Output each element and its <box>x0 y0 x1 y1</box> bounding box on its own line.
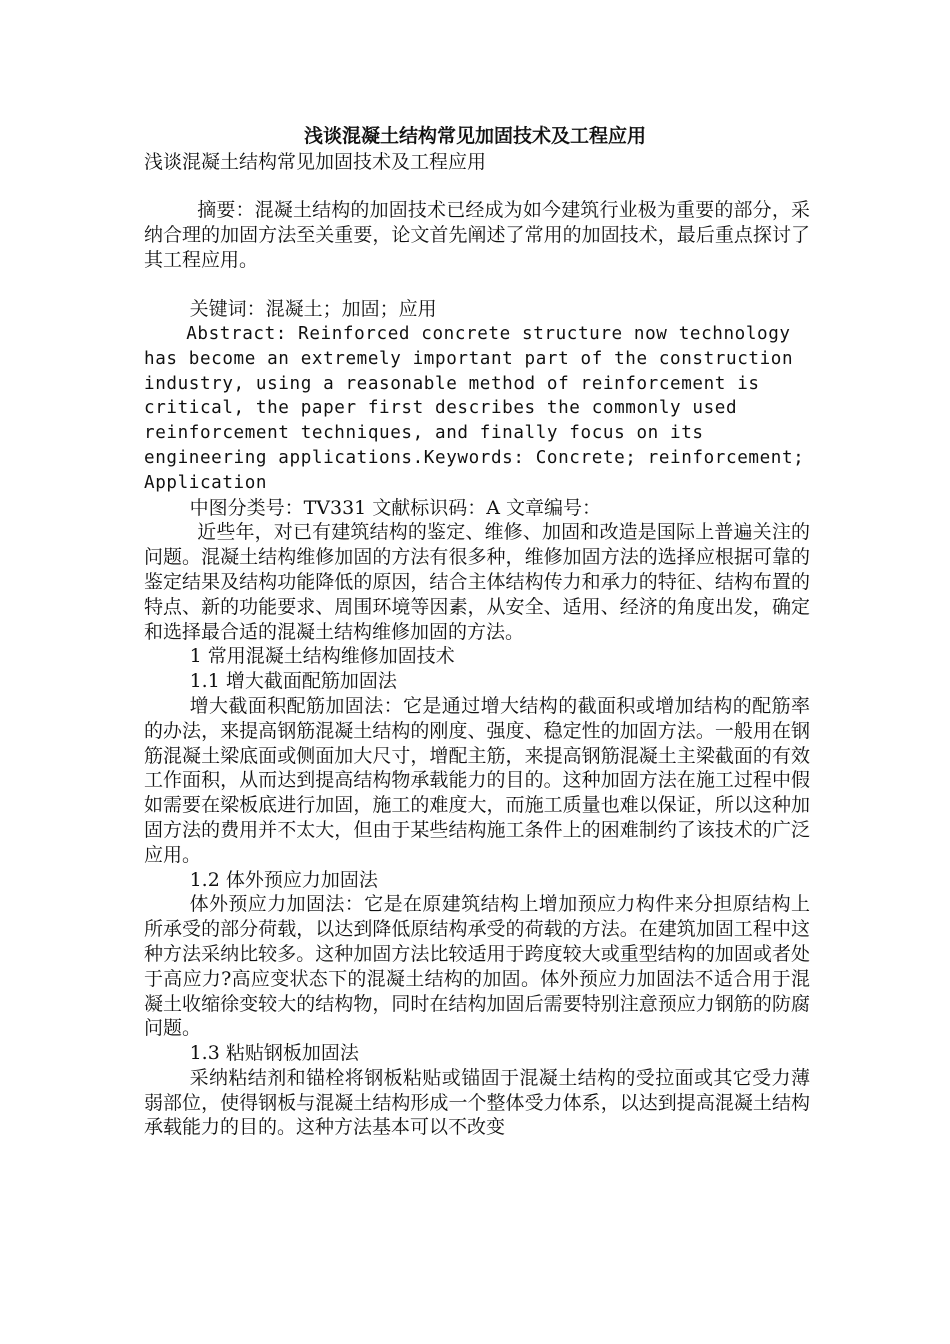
classification-line: 中图分类号：TV331 文献标识码：A 文章编号： <box>189 496 602 519</box>
section-1-2-paragraph: 体外预应力加固法：它是在原建筑结构上增加预应力构件来分担原结构上所承受的部分荷载，以达到降低原结构承受的荷载的方法。在建筑加固工程中这种方法采纳比较多。这种加固方法比较适用于跨度较大或重型结构的加固或者处于高应力?高应变状态下的混凝土结构的加固。体外预应力加固法不适合用于混凝土收缩徐变较大的结构物，同时在结构加固后需要特别注意预应力钢筋的防腐问题。 <box>144 893 810 1040</box>
document-body <box>144 198 810 1140</box>
section-1-1-heading: 1.1 增大截面配筋加固法 <box>189 670 397 693</box>
section-1-heading: 1 常用混凝土结构维修加固技术 <box>189 645 455 668</box>
paragraph-gap <box>144 272 810 297</box>
section-1-1-paragraph: 增大截面积配筋加固法：它是通过增大结构的截面积或增加结构的配筋率的办法，来提高钢筋混凝土结构的刚度、强度、稳定性的加固方法。一般用在钢筋混凝土梁底面或侧面加大尺寸，增配主筋，来提高钢筋混凝土主梁截面的有效工作面积，从而达到提高结构物承载能力的目的。这种加固方法在施工过程中假如需要在梁板底进行加固，施工的难度大，而施工质量也难以保证，所以这种加固方法的费用并不太大，但由于某些结构施工条件上的困难制约了该技术的广泛应用。 <box>144 694 810 866</box>
abstract-en: Abstract: Reinforced concrete structure now technology has become an extremely important part of the construction industry, using a reasonable method of reinforcement is critical, the paper first describes the commonly used reinforcement techniques, and finally focus on its engineering applications.Keywords: Concrete; reinforcement; Application <box>144 323 805 493</box>
document-subtitle: 浅谈混凝土结构常见加固技术及工程应用 <box>144 151 487 173</box>
keywords-cn: 关键词：混凝土；加固；应用 <box>189 298 437 321</box>
intro-paragraph: 近些年，对已有建筑结构的鉴定、维修、加固和改造是国际上普遍关注的问题。混凝土结构维修加固的方法有很多种，维修加固方法的选择应根据可靠的鉴定结果及结构功能降低的原因，结合主体结构传力和承力的特征、结构布置的特点、新的功能要求、周围环境等因素，从安全、适用、经济的角度出发，确定和选择最合适的混凝土结构维修加固的方法。 <box>144 521 810 643</box>
section-1-3-heading: 1.3 粘贴钢板加固法 <box>189 1042 359 1065</box>
section-1-2-heading: 1.2 体外预应力加固法 <box>189 868 378 891</box>
section-1-3-paragraph: 采纳粘结剂和锚栓将钢板粘贴或锚固于混凝土结构的受拉面或其它受力薄弱部位，使得钢板与混凝土结构形成一个整体受力体系，以达到提高混凝土结构承载能力的目的。这种方法基本可以不改变 <box>144 1066 810 1139</box>
abstract-cn: 摘要：混凝土结构的加固技术已经成为如今建筑行业极为重要的部分，采纳合理的加固方法至关重要，论文首先阐述了常用的加固技术，最后重点探讨了其工程应用。 <box>144 199 810 271</box>
document-title: 浅谈混凝土结构常见加固技术及工程应用 <box>303 125 646 147</box>
